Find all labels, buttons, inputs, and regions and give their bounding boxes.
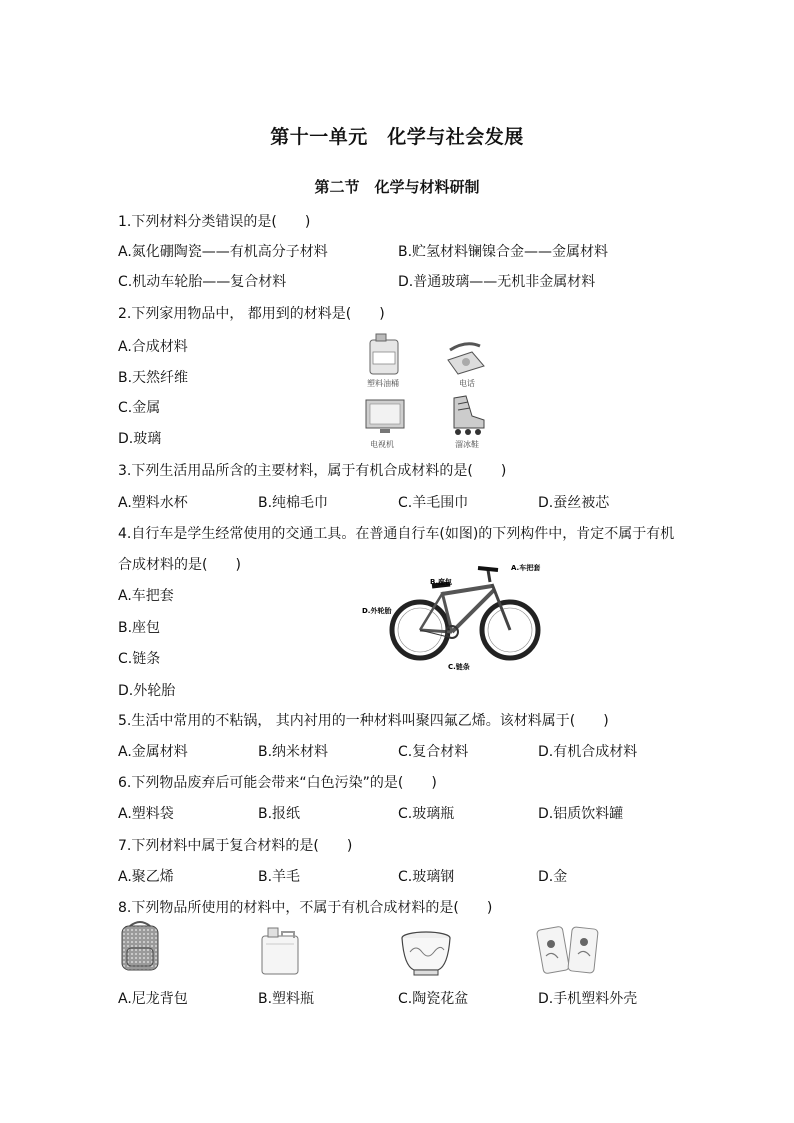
q7-option-c: C.玻璃钢: [398, 869, 455, 885]
telephone-icon: [448, 344, 484, 374]
plastic-bottle-icon: [258, 926, 302, 976]
bicycle-figure: [360, 560, 550, 672]
q4-option-a: A.车把套: [118, 588, 174, 604]
q7-stem: 7.下列材料中属于复合材料的是( ): [118, 838, 353, 854]
q7-option-d: D.金: [538, 869, 568, 885]
bike-label-tire: D.外轮胎: [362, 607, 392, 615]
bicycle-icon: [392, 568, 538, 658]
page-title: 第十一单元 化学与社会发展: [270, 126, 524, 148]
q8-option-c: C.陶瓷花盆: [398, 991, 469, 1007]
q5-option-d: D.有机合成材料: [538, 744, 638, 760]
q5-option-a: A.金属材料: [118, 744, 188, 760]
q5-option-b: B.纳米材料: [258, 744, 329, 760]
q8-stem: 8.下列物品所使用的材料中，不属于有机合成材料的是( ): [118, 900, 493, 916]
q1-option-b: B.贮氢材料镧镍合金——金属材料: [398, 244, 609, 260]
q2-option-c: C.金属: [118, 400, 161, 416]
tv-icon: [366, 400, 404, 433]
q4-option-c: C.链条: [118, 651, 161, 667]
q6-option-c: C.玻璃瓶: [398, 806, 455, 822]
bike-label-chain: C.链条: [448, 663, 470, 671]
nylon-backpack-icon: [118, 920, 162, 972]
phone-plastic-case-icon: [536, 924, 602, 976]
q5-stem: 5.生活中常用的不粘锅， 其内衬用的一种材料叫聚四氟乙烯。该材料属于( ): [118, 713, 609, 729]
q5-option-c: C.复合材料: [398, 744, 469, 760]
q8-option-a: A.尼龙背包: [118, 991, 188, 1007]
bike-label-seat: B.座包: [430, 578, 452, 586]
q3-option-a: A.塑料水杯: [118, 495, 188, 511]
q8-option-b: B.塑料瓶: [258, 991, 315, 1007]
q2-option-b: B.天然纤维: [118, 370, 189, 386]
q2-option-a: A.合成材料: [118, 339, 188, 355]
q1-option-a: A.氮化硼陶瓷——有机高分子材料: [118, 244, 328, 260]
q6-stem: 6.下列物品废弃后可能会带来“白色污染”的是( ): [118, 775, 437, 791]
q7-option-b: B.羊毛: [258, 869, 301, 885]
q4-option-d: D.外轮胎: [118, 683, 176, 699]
q4-stem-line2: 合成材料的是( ): [118, 557, 241, 573]
ceramic-flowerpot-icon: [400, 930, 452, 978]
caption-tv: 电视机: [370, 440, 394, 449]
section-title: 第二节 化学与材料研制: [314, 178, 480, 196]
q3-option-b: B.纯棉毛巾: [258, 495, 329, 511]
q3-stem: 3.下列生活用品所含的主要材料，属于有机合成材料的是( ): [118, 463, 507, 479]
q3-option-c: C.羊毛围巾: [398, 495, 469, 511]
q1-stem: 1.下列材料分类错误的是( ): [118, 214, 311, 230]
q1-option-d: D.普通玻璃——无机非金属材料: [398, 274, 596, 290]
q6-option-d: D.铝质饮料罐: [538, 806, 624, 822]
q8-option-d: D.手机塑料外壳: [538, 991, 638, 1007]
q4-option-b: B.座包: [118, 620, 161, 636]
q2-option-d: D.玻璃: [118, 431, 162, 447]
caption-telephone: 电话: [459, 379, 475, 388]
bike-label-handle: A.车把套: [511, 564, 541, 572]
q2-stem: 2.下列家用物品中， 都用到的材料是( ): [118, 306, 385, 322]
q6-option-b: B.报纸: [258, 806, 301, 822]
q1-option-c: C.机动车轮胎——复合材料: [118, 274, 287, 290]
roller-skate-icon: [454, 396, 484, 435]
caption-roller-skate: 溜冰鞋: [455, 440, 479, 449]
q7-option-a: A.聚乙烯: [118, 869, 174, 885]
q3-option-d: D.蚕丝被芯: [538, 495, 610, 511]
q6-option-a: A.塑料袋: [118, 806, 174, 822]
q4-stem-line1: 4.自行车是学生经常使用的交通工具。在普通自行车(如图)的下列构件中，肯定不属于有机: [118, 526, 675, 542]
plastic-oil-drum-icon: [370, 334, 398, 374]
caption-oil-drum: 塑料油桶: [367, 379, 399, 388]
